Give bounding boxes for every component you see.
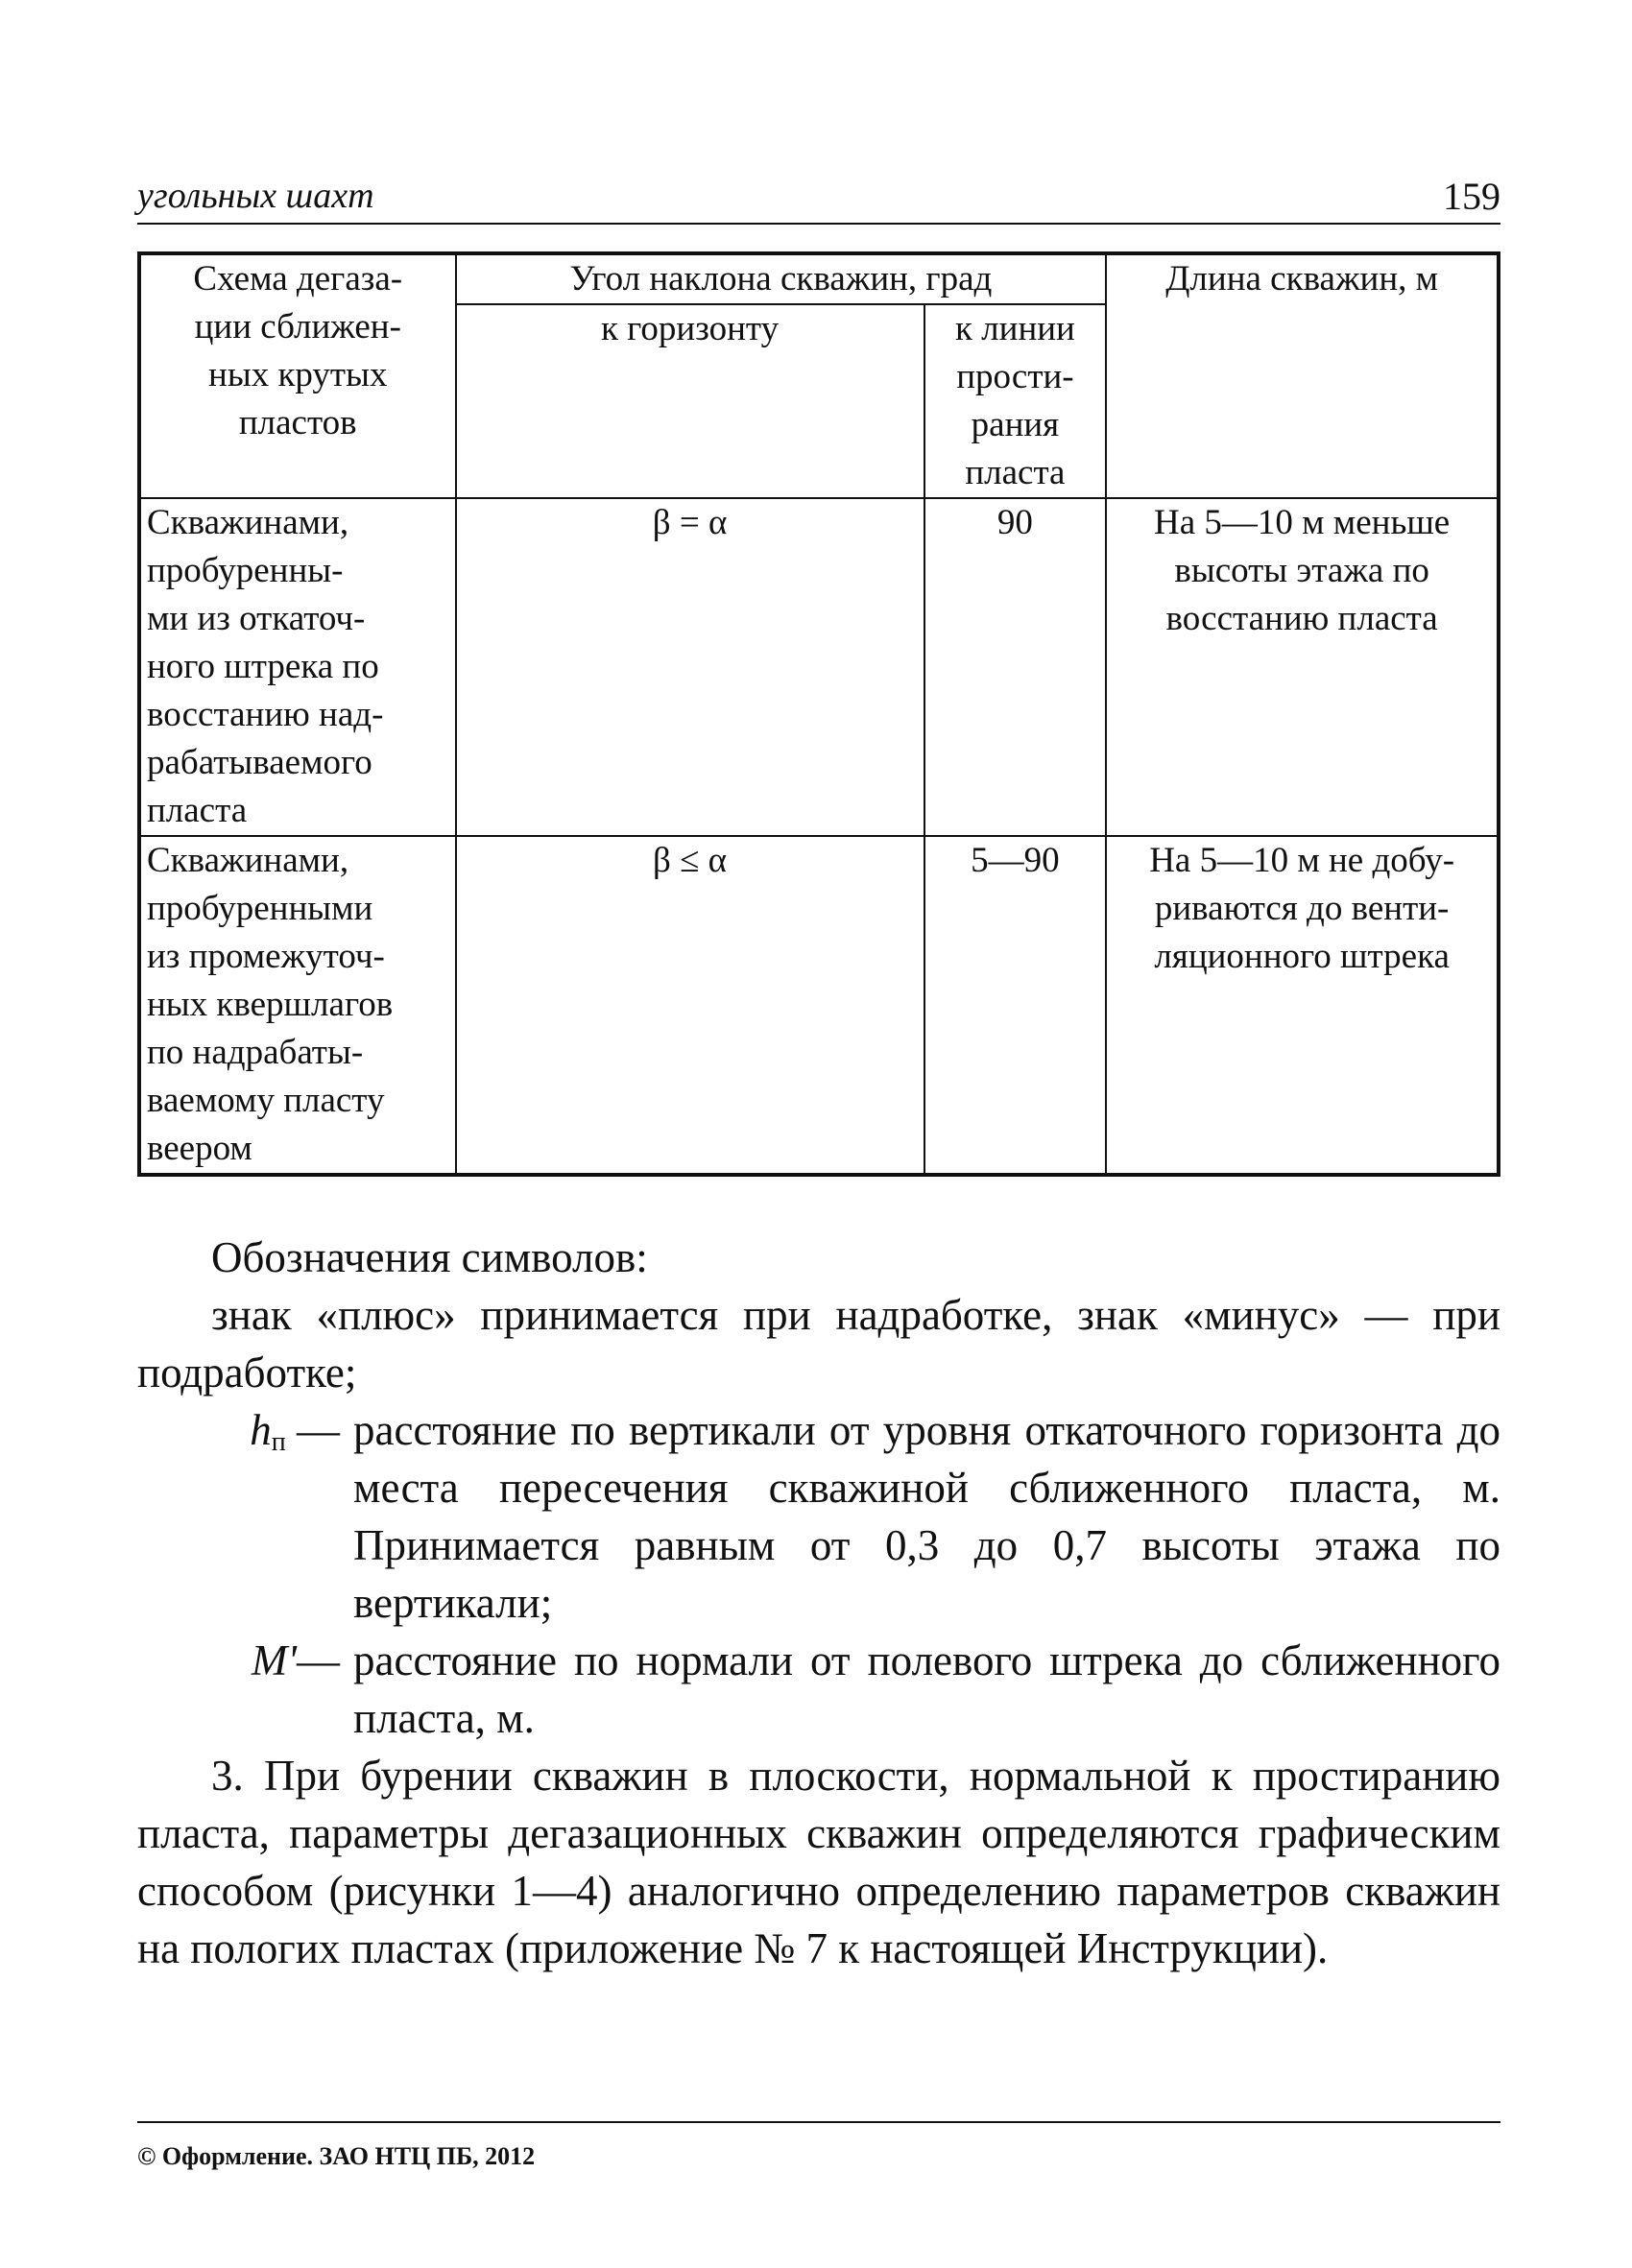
cell-line: пробуренны-: [147, 551, 344, 590]
table-header-row: [139, 253, 1499, 304]
header-to-horizon: к горизонту: [456, 304, 924, 498]
body-text: [137, 1229, 1500, 1977]
running-title: угольных шахт: [137, 176, 374, 216]
sign-note: знак «плюс» принимается при надработке, знак «минус» — при подработке;: [137, 1291, 1500, 1397]
dash: —: [297, 1406, 340, 1454]
cell-line: пробуренными: [147, 889, 373, 928]
table-row: [139, 836, 1499, 1175]
symbol-h-subscript: п: [271, 1427, 286, 1457]
row2-scheme: [139, 836, 456, 1175]
running-header: [137, 173, 1500, 225]
paragraph-3: 3. При бурении скважин в плоскости, нормальной к простиранию пласта, параметры дегазационных скважин определяются графическим способом (рисунки 1—4) аналогично определению параметров скважин на пологих пластах (приложение № 7 к настоящей Инструкции).: [137, 1752, 1500, 1972]
cell-line: веером: [147, 1129, 252, 1168]
footer-copyright: © Оформление. ЗАО НТЦ ПБ, 2012: [137, 2121, 1500, 2171]
cell-line: восстанию пласта: [1165, 599, 1438, 638]
definition-h: [137, 1401, 1500, 1632]
header-scheme-line: ции сближен-: [194, 307, 401, 346]
cell-line: по надрабаты-: [147, 1033, 364, 1072]
definition-h-symbol: [137, 1401, 353, 1632]
cell-line: На 5—10 м не добу-: [1149, 841, 1455, 880]
header-to-strike-line: прости-: [956, 357, 1074, 396]
symbol-m: M': [251, 1636, 297, 1684]
page-number: 159: [1443, 175, 1500, 218]
header-scheme-line: ных крутых: [208, 355, 388, 394]
cell-line: риваются до венти-: [1154, 889, 1450, 928]
cell-line: пласта: [147, 791, 248, 830]
legend-title: Обозначения символов:: [211, 1233, 648, 1281]
definition-h-text: расстояние по вертикали от уровня откаточного горизонта до места пересечения скважиной сближенного пласта, м. Принимается равным от 0,3 до 0,7 высоты этажа по вертикали;: [353, 1406, 1500, 1627]
cell-line: ляционного штрека: [1154, 937, 1450, 976]
header-to-strike-line: к линии: [954, 309, 1075, 348]
row1-to-strike: 90: [924, 498, 1107, 836]
symbol-h: h: [250, 1406, 272, 1454]
definition-m-text: расстояние по нормали от полевого штрека до сближенного пласта, м.: [353, 1636, 1500, 1742]
definition-m: [137, 1632, 1500, 1747]
header-angle-group: Угол наклона скважин, град: [456, 253, 1107, 304]
header-scheme-line: пластов: [238, 403, 357, 442]
row1-length: [1106, 498, 1499, 836]
row2-to-horizon: β ≤ α: [456, 836, 924, 1175]
definition-m-symbol: [137, 1632, 353, 1747]
header-to-strike-line: рания: [971, 405, 1060, 444]
cell-line: рабатываемого: [147, 743, 372, 782]
header-to-strike: [924, 304, 1107, 498]
row2-length: [1106, 836, 1499, 1175]
cell-line: На 5—10 м меньше: [1154, 503, 1451, 542]
row2-to-strike: 5—90: [924, 836, 1107, 1175]
cell-line: высоты этажа по: [1174, 551, 1429, 590]
cell-line: восстанию над-: [147, 695, 384, 734]
cell-line: ного штрека по: [147, 647, 379, 686]
table-row: [139, 498, 1499, 836]
cell-line: ных квершлагов: [147, 985, 394, 1024]
dash: —: [297, 1636, 340, 1684]
cell-line: Скважинами,: [147, 503, 349, 542]
row1-to-horizon: β = α: [456, 498, 924, 836]
cell-line: из промежуточ-: [147, 937, 385, 976]
header-length: Длина скважин, м: [1106, 253, 1499, 498]
cell-line: ми из откаточ-: [147, 599, 366, 638]
header-scheme-line: Схема дегаза-: [193, 259, 403, 298]
header-to-strike-line: пласта: [965, 453, 1066, 492]
header-scheme: [139, 253, 456, 498]
degassing-table: [137, 251, 1500, 1177]
cell-line: Скважинами,: [147, 841, 349, 880]
row1-scheme: [139, 498, 456, 836]
cell-line: ваемому пласту: [147, 1081, 385, 1120]
